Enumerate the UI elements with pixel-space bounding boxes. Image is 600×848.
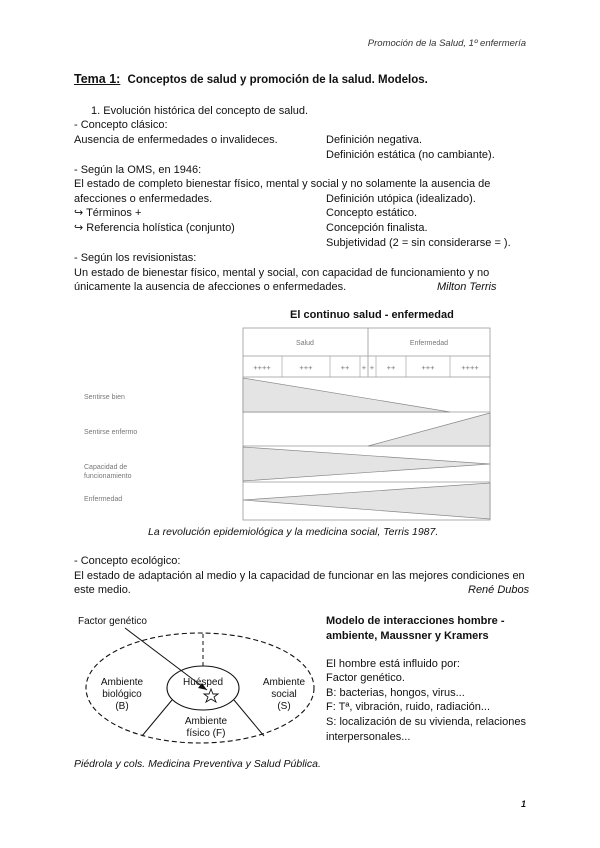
ecological-model-diagram: [70, 608, 320, 758]
model-text-1: Factor genético.: [326, 672, 405, 684]
continuum-caption: La revolución epidemiológica y la medicina social, Terris 1987.: [148, 526, 439, 538]
revisionistas-line-1: Un estado de bienestar físico, mental y social, con capacidad de funcionamiento y no: [74, 267, 490, 279]
scale-cell: +: [361, 363, 367, 372]
tema-label: Tema 1:: [74, 72, 121, 86]
ecologico-label: - Concepto ecológico:: [74, 555, 181, 567]
model-title-1: Modelo de interacciones hombre -: [326, 615, 505, 627]
scale-cell: +: [369, 363, 375, 372]
soc-label-1: Ambiente: [262, 677, 306, 688]
oms-note-1: Definición utópica (idealizado).: [326, 193, 476, 205]
model-text-0: El hombre está influido por:: [326, 658, 460, 670]
scale-cell: ++: [386, 363, 396, 372]
row-label-line: Capacidad de: [84, 464, 128, 471]
row-label-line: funcionamiento: [84, 473, 132, 480]
salud-header: Salud: [296, 340, 314, 347]
huesped-label: Huésped: [182, 677, 224, 688]
row-label: [84, 464, 132, 480]
scale-cell: ++++: [253, 363, 271, 372]
continuum-title: El continuo salud - enfermedad: [290, 309, 454, 321]
model-source: Piédrola y cols. Medicina Preventiva y Salud Pública.: [74, 758, 321, 770]
model-text-4: S: localización de su vivienda, relaciones: [326, 716, 526, 728]
revisionistas-label: - Según los revisionistas:: [74, 252, 197, 264]
clasico-note-1: Definición negativa.: [326, 134, 423, 146]
oms-line-2: afecciones o enfermedades.: [74, 193, 213, 205]
oms-note-3: Concepción finalista.: [326, 222, 428, 234]
soc-label-2: social: [271, 689, 297, 700]
scale-cell: ++: [340, 363, 350, 372]
oms-label: - Según la OMS, en 1946:: [74, 164, 202, 176]
revisionistas-line-2: únicamente la ausencia de afecciones o enfermedades.: [74, 281, 347, 293]
running-header: Promoción de la Salud, 1º enfermería: [367, 38, 526, 49]
fis-label-1: Ambiente: [184, 716, 228, 727]
host-star-icon: [204, 689, 218, 702]
row-label: Enfermedad: [84, 496, 123, 503]
section-heading: 1. Evolución histórica del concepto de salud.: [91, 105, 309, 117]
ecologico-author: René Dubos: [468, 584, 530, 596]
scale-cell: ++++: [461, 363, 479, 372]
bio-label-1: Ambiente: [100, 677, 144, 688]
revisionistas-author: Milton Terris: [437, 281, 497, 293]
fis-label-2: físico (F): [186, 728, 226, 739]
enfermedad-header: Enfermedad: [409, 340, 449, 347]
bio-label-3: (B): [115, 701, 129, 712]
page-number: 1: [520, 799, 526, 809]
wedge-sentirse-enfermo: [368, 413, 490, 446]
title-text: Conceptos de salud y promoción de la salud. Modelos.: [127, 74, 428, 86]
continuum-diagram: [80, 326, 492, 522]
model-text-3: F: Tª, vibración, ruido, radiación...: [326, 701, 491, 713]
model-text-5: interpersonales...: [326, 731, 411, 743]
ecologico-line-2: este medio.: [74, 584, 131, 596]
clasico-definition: Ausencia de enfermedades o invalideces.: [74, 134, 278, 146]
bio-label-2: biológico: [102, 689, 142, 700]
oms-note-2: Concepto estático.: [326, 207, 418, 219]
model-text-2: B: bacterias, hongos, virus...: [326, 687, 465, 699]
scale-cell: +++: [299, 363, 313, 372]
soc-label-3: (S): [277, 701, 291, 712]
wedge-enfermedad: [243, 483, 490, 519]
oms-terms: ↪ Términos +: [74, 207, 142, 219]
row-label: Sentirse enfermo: [84, 429, 138, 436]
wedge-capacidad: [243, 447, 490, 481]
page-title: [74, 72, 428, 86]
scale-cell: +++: [421, 363, 435, 372]
oms-holistic: ↪ Referencia holística (conjunto): [74, 222, 235, 234]
ecologico-line-1: El estado de adaptación al medio y la capacidad de funcionar en las mejores condiciones en: [74, 570, 525, 582]
oms-note-4: Subjetividad (2 = sin considerarse = ).: [326, 237, 511, 249]
clasico-note-2: Definición estática (no cambiante).: [326, 149, 495, 161]
model-title-2: ambiente, Maussner y Kramers: [326, 630, 489, 642]
oms-line-1: El estado de completo bienestar físico, mental y social y no solamente la ausencia de: [74, 178, 491, 190]
factor-genetico-label: Factor genético: [78, 616, 147, 627]
row-label: Sentirse bien: [84, 394, 125, 401]
wedge-sentirse-bien: [243, 378, 450, 412]
clasico-label: - Concepto clásico:: [74, 119, 168, 131]
